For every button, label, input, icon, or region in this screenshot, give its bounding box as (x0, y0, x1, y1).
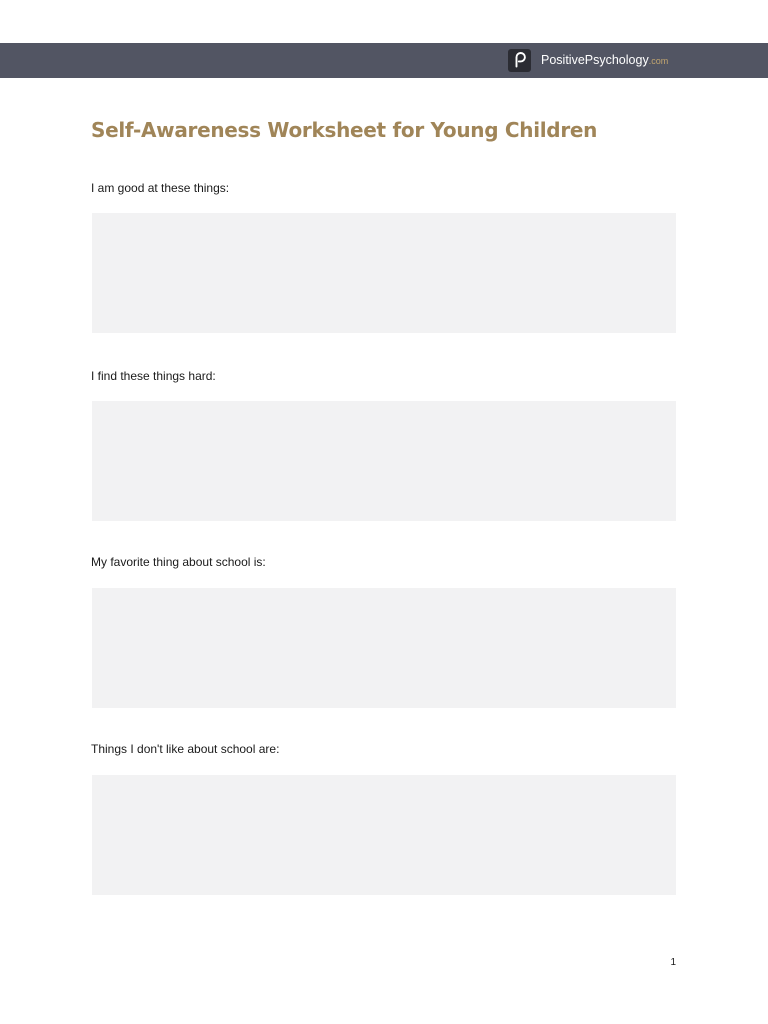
answer-box-find-hard[interactable] (92, 401, 676, 521)
answer-box-dislike-school[interactable] (92, 775, 676, 895)
brand-tld: .com (648, 56, 669, 66)
answer-box-good-at[interactable] (92, 213, 676, 333)
prompt-label-good-at: I am good at these things: (91, 181, 230, 195)
page-number: 1 (670, 957, 676, 968)
prompt-label-dislike-school: Things I don't like about school are: (91, 742, 280, 756)
prompt-label-favorite-school: My favorite thing about school is: (91, 555, 266, 569)
prompt-label-find-hard: I find these things hard: (91, 369, 216, 383)
brand-logo-text (541, 53, 668, 69)
positivepsychology-p-logo-icon (508, 49, 531, 72)
brand-name: PositivePsychology (541, 53, 649, 67)
worksheet-title: Self-Awareness Worksheet for Young Children (91, 118, 598, 142)
header-bar (0, 43, 768, 78)
answer-box-favorite-school[interactable] (92, 588, 676, 708)
